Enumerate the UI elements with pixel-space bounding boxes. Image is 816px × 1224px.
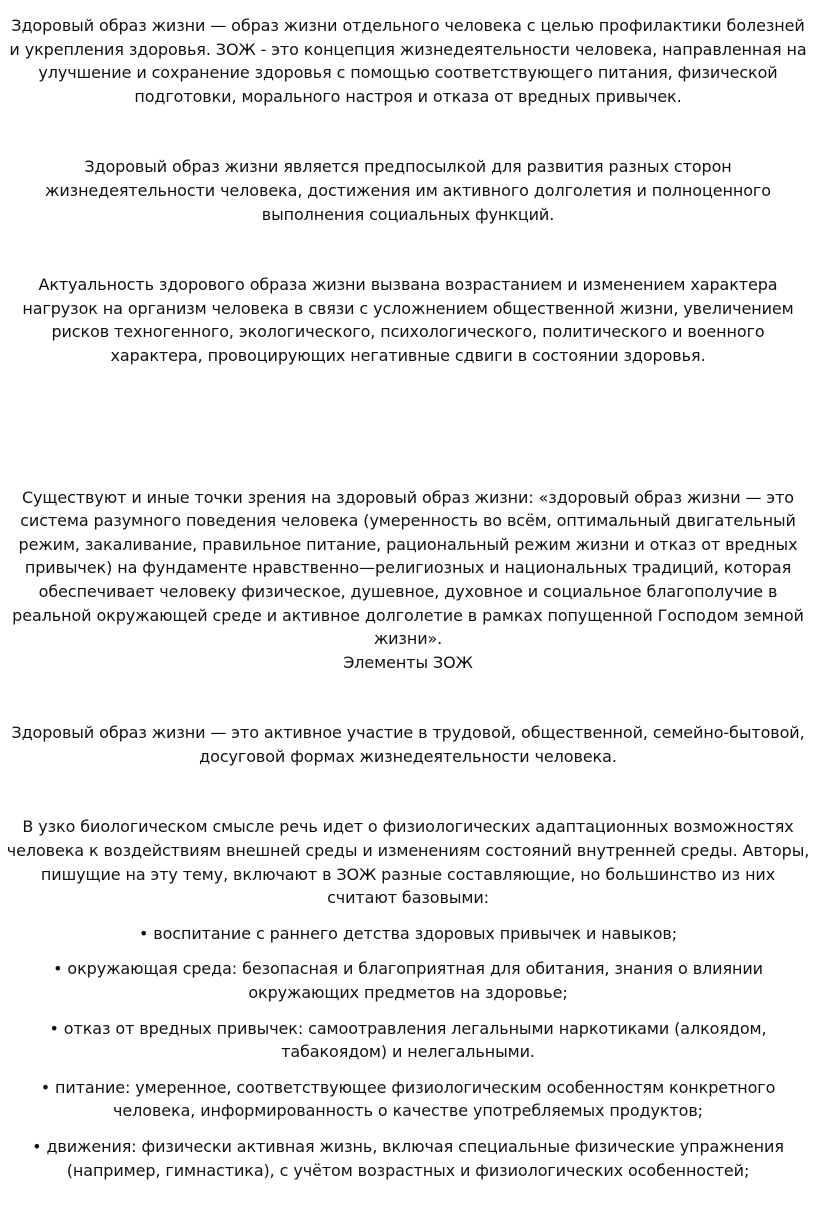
list-item: • отказ от вредных привычек: самоотравления легальными наркотиками (алкоядом, табакоядом) и нелегальными.	[49, 1018, 767, 1062]
list-item: • питание: умеренное, соответствующее физиологическим особенностям конкретного человека, информированность о качестве употребляемых продуктов;	[40, 1077, 776, 1121]
paragraph-biological-sense: В узко биологическом смысле речь идет о физиологических адаптационных возможностях человека к воздействиям внешней среды и изменениям состояний внутренней среды. Авторы, пишущие на эту тему, включают в ЗОЖ разные составляющие, но большинство из них считают базовыми:	[6, 817, 810, 908]
list-item: • окружающая среда: безопасная и благоприятная для обитания, знания о влиянии окружающих предметов на здоровье;	[53, 959, 763, 1003]
section-heading: Элементы ЗОЖ	[343, 652, 473, 672]
paragraph-relevance: Актуальность здорового образа жизни вызвана возрастанием и изменением характера нагрузок на организм человека в связи с усложнением общественной жизни, увеличением рисков техногенного, экологического, психологического, политического и военного характера, провоцирующих негативные сдвиги в состоянии здоровья.	[22, 275, 794, 365]
list-item: • воспитание с раннего детства здоровых привычек и навыков;	[138, 923, 678, 943]
list-item: • движения: физически активная жизнь, включая специальные физические упражнения (например, гимнастика), с учётом возрастных и физиологических особенностей;	[32, 1137, 784, 1180]
paragraph-zozh-definition: Здоровый образ жизни — образ жизни отдельного человека с целью профилактики болезней и укрепления здоровья. ЗОЖ - это концепция жизнедеятельности человека, направленная на улучшение и сохранение здоровья с помощью соответствующего питания, физической подготовки, морального настроя и отказа от вредных привычек.	[9, 16, 807, 106]
paragraph-other-views: Существуют и иные точки зрения на здоровый образ жизни: «здоровый образ жизни — это система разумного поведения человека (умеренность во всём, оптимальный двигательный режим, закаливание, правильное питание, рациональный режим жизни и отказ от вредных привычек) на фундаменте нравственно—религиозных и национальных традиций, которая обеспечивает человеку физическое, душевное, духовное и социальное благополучие в реальной окружающей среде и активное долголетие в рамках попущенной Господом земной жизни».	[12, 487, 804, 649]
bullet-list	[4, 922, 812, 1182]
paragraph-active-participation: Здоровый образ жизни — это активное участие в трудовой, общественной, семейно-бытовой, досуговой формах жизнедеятельности человека.	[11, 723, 805, 766]
paragraph-prerequisite: Здоровый образ жизни является предпосылкой для развития разных сторон жизнедеятельности человека, достижения им активного долголетия и полноценного выполнения социальных функций.	[45, 157, 771, 224]
